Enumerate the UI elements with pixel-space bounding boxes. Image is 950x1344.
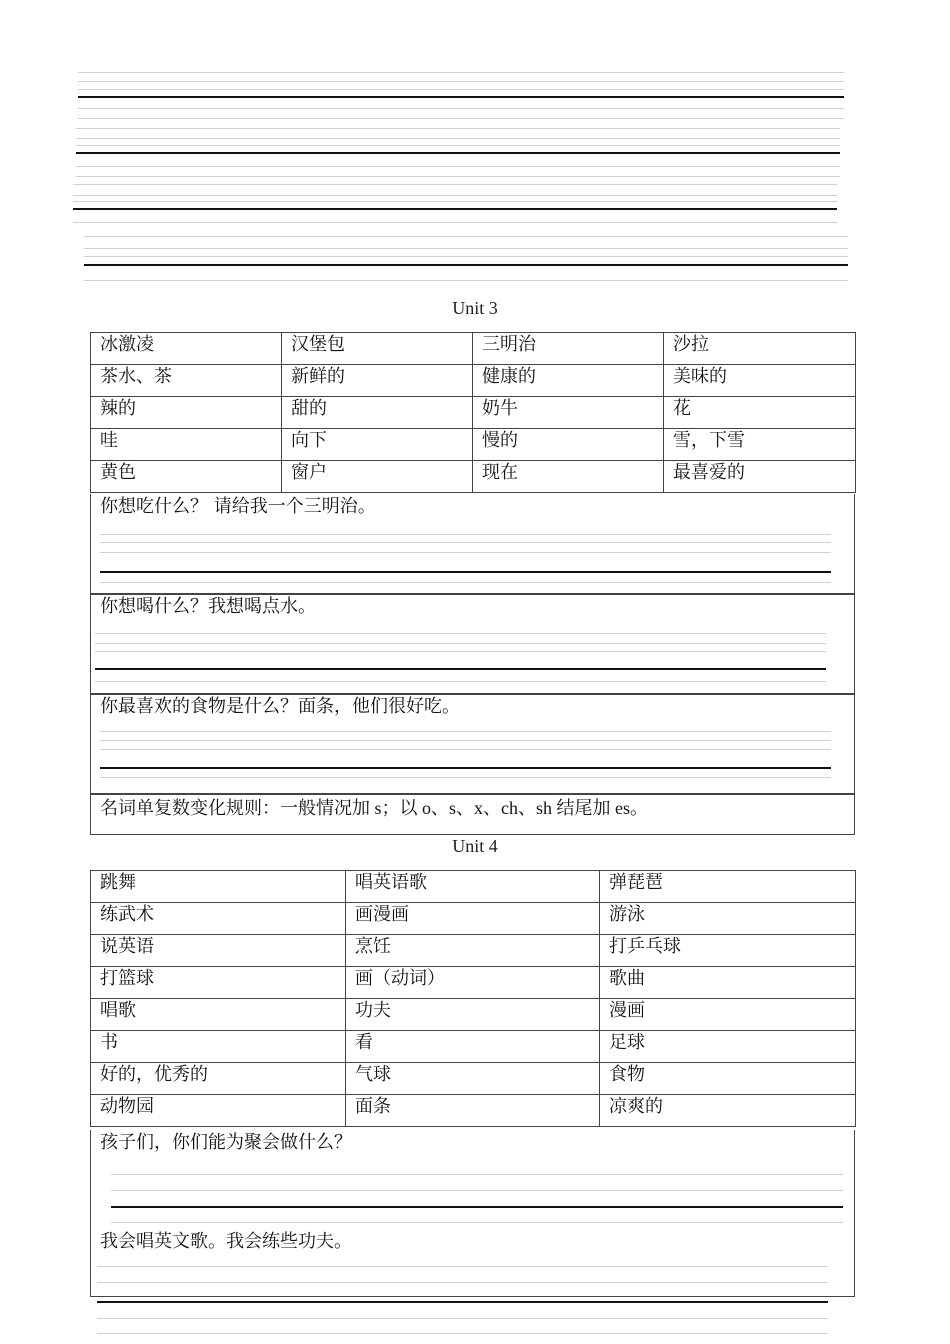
vocab-cell: 茶水、茶 bbox=[91, 365, 282, 397]
unit4-title: Unit 4 bbox=[452, 836, 498, 856]
unit3-vocab-table bbox=[90, 332, 856, 493]
vocab-cell: 弹琵琶 bbox=[600, 871, 856, 903]
vocab-cell: 动物园 bbox=[91, 1095, 346, 1127]
writing-lines-4 bbox=[84, 236, 848, 286]
table-row bbox=[91, 397, 856, 429]
unit3-sentence-box-1 bbox=[90, 494, 855, 594]
vocab-cell: 凉爽的 bbox=[600, 1095, 856, 1127]
vocab-cell: 跳舞 bbox=[91, 871, 346, 903]
writing-lines bbox=[111, 1174, 843, 1226]
table-row bbox=[91, 967, 856, 999]
vocab-cell: 唱英语歌 bbox=[346, 871, 600, 903]
table-row bbox=[91, 903, 856, 935]
vocab-cell: 甜的 bbox=[282, 397, 473, 429]
vocab-cell: 书 bbox=[91, 1031, 346, 1063]
vocab-cell: 说英语 bbox=[91, 935, 346, 967]
vocab-cell: 哇 bbox=[91, 429, 282, 461]
writing-lines bbox=[95, 633, 826, 691]
answer-text: 我会唱英文歌。我会练些功夫。 bbox=[100, 1231, 352, 1252]
table-row bbox=[91, 333, 856, 365]
table-row bbox=[91, 999, 856, 1031]
table-row bbox=[91, 935, 856, 967]
vocab-cell: 窗户 bbox=[282, 461, 473, 493]
table-row bbox=[91, 461, 856, 493]
unit3-sentence-box-2 bbox=[90, 594, 855, 694]
vocab-cell: 打篮球 bbox=[91, 967, 346, 999]
plural-rule-text: 名词单复数变化规则：一般情况加 s；以 o、s、x、ch、sh 结尾加 es。 bbox=[100, 798, 648, 818]
unit3-rule-box bbox=[90, 794, 855, 835]
writing-lines-1 bbox=[78, 72, 844, 128]
vocab-cell: 画（动词） bbox=[346, 967, 600, 999]
table-row bbox=[91, 429, 856, 461]
sentence-text: 你最喜欢的食物是什么？面条，他们很好吃。 bbox=[100, 696, 460, 717]
vocab-cell: 沙拉 bbox=[664, 333, 856, 365]
vocab-cell: 花 bbox=[664, 397, 856, 429]
writing-lines-bottom bbox=[97, 1266, 828, 1338]
table-row bbox=[91, 1095, 856, 1127]
vocab-cell: 烹饪 bbox=[346, 935, 600, 967]
vocab-cell: 气球 bbox=[346, 1063, 600, 1095]
sentence-text: 你想喝什么？我想喝点水。 bbox=[100, 596, 316, 617]
vocab-cell: 足球 bbox=[600, 1031, 856, 1063]
unit4-vocab-table bbox=[90, 870, 856, 1127]
vocab-cell: 现在 bbox=[473, 461, 664, 493]
vocab-cell: 画漫画 bbox=[346, 903, 600, 935]
vocab-cell: 看 bbox=[346, 1031, 600, 1063]
vocab-cell: 新鲜的 bbox=[282, 365, 473, 397]
writing-lines-3 bbox=[73, 184, 837, 240]
vocab-cell: 漫画 bbox=[600, 999, 856, 1031]
vocab-cell: 黄色 bbox=[91, 461, 282, 493]
writing-lines bbox=[100, 534, 831, 592]
vocab-cell: 汉堡包 bbox=[282, 333, 473, 365]
table-row bbox=[91, 1031, 856, 1063]
vocab-cell: 面条 bbox=[346, 1095, 600, 1127]
vocab-cell: 练武术 bbox=[91, 903, 346, 935]
vocab-cell: 功夫 bbox=[346, 999, 600, 1031]
table-row bbox=[91, 365, 856, 397]
unit3-sentence-box-3 bbox=[90, 694, 855, 794]
vocab-cell: 健康的 bbox=[473, 365, 664, 397]
vocab-cell: 三明治 bbox=[473, 333, 664, 365]
vocab-cell: 辣的 bbox=[91, 397, 282, 429]
table-row bbox=[91, 871, 856, 903]
vocab-cell: 慢的 bbox=[473, 429, 664, 461]
vocab-cell: 美味的 bbox=[664, 365, 856, 397]
vocab-cell: 向下 bbox=[282, 429, 473, 461]
vocab-cell: 奶牛 bbox=[473, 397, 664, 429]
table-row bbox=[91, 1063, 856, 1095]
unit3-title: Unit 3 bbox=[452, 298, 498, 318]
vocab-cell: 最喜爱的 bbox=[664, 461, 856, 493]
vocab-cell: 好的，优秀的 bbox=[91, 1063, 346, 1095]
vocab-cell: 打乒乓球 bbox=[600, 935, 856, 967]
writing-lines bbox=[100, 731, 831, 789]
vocab-cell: 唱歌 bbox=[91, 999, 346, 1031]
vocab-cell: 游泳 bbox=[600, 903, 856, 935]
vocab-cell: 冰激凌 bbox=[91, 333, 282, 365]
vocab-cell: 雪，下雪 bbox=[664, 429, 856, 461]
vocab-cell: 歌曲 bbox=[600, 967, 856, 999]
writing-lines-2 bbox=[76, 128, 840, 184]
vocab-cell: 食物 bbox=[600, 1063, 856, 1095]
sentence-text: 你想吃什么？ 请给我一个三明治。 bbox=[100, 496, 376, 517]
question-text: 孩子们，你们能为聚会做什么？ bbox=[100, 1132, 352, 1153]
